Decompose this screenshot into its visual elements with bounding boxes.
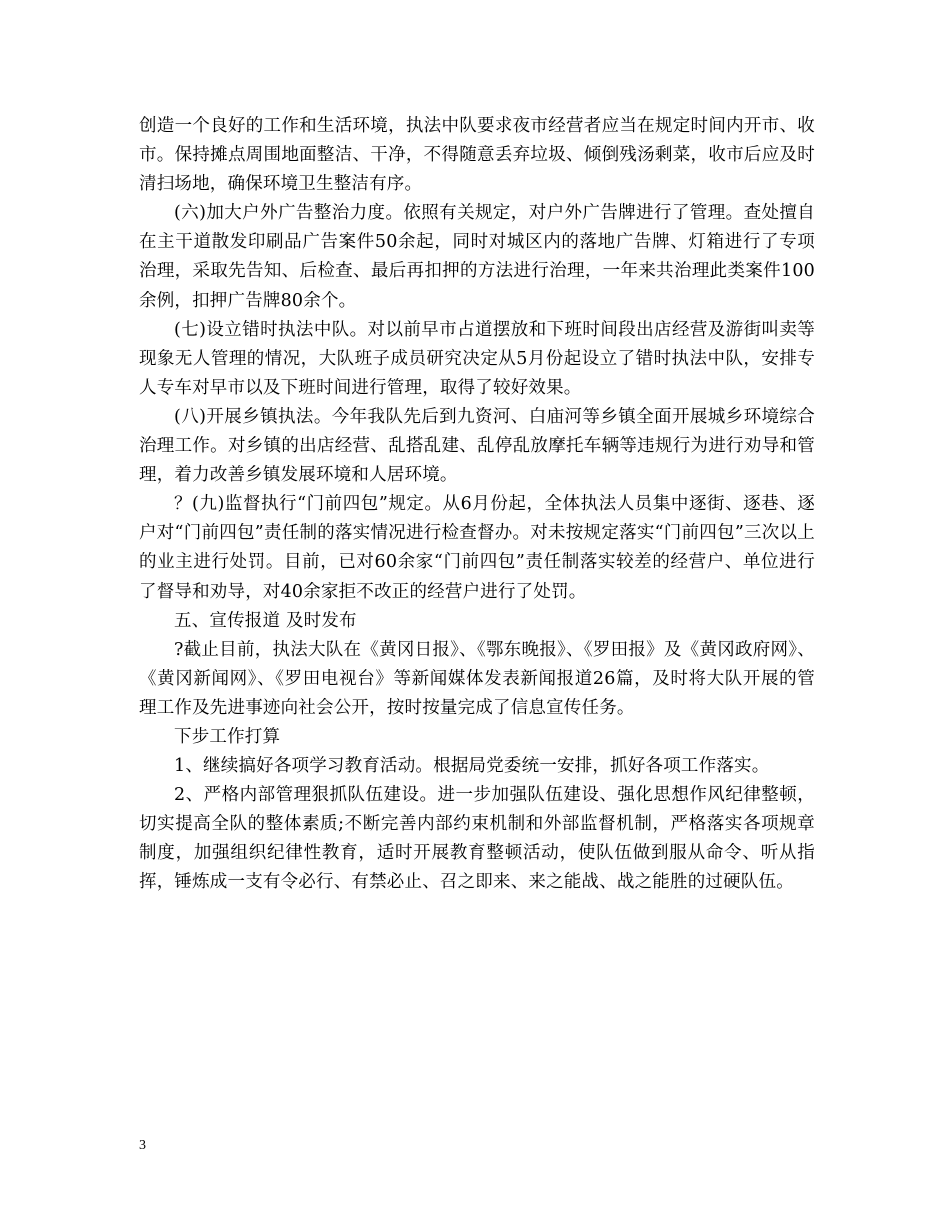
- section-heading-next-steps: 下步工作打算: [174, 726, 281, 747]
- paragraph-next-step-2: 2、严格内部管理狠抓队伍建设。进一步加强队伍建设、强化思想作风纪律整顿，切实提高全队的整体素质;不断完善内部约束机制和外部监督机制，严格落实各项规章制度，加强组织纪律性教育，适时开展教育整顿活动，使队伍做到服从命令、听从指挥，锤炼成一支有令必行、有禁必止、召之即来、来之能战、战之能胜的过硬队伍。: [139, 785, 815, 893]
- page-number: 3: [139, 1138, 146, 1153]
- document-body: [139, 112, 815, 898]
- paragraph-intro-continued: 创造一个良好的工作和生活环境，执法中队要求夜市经营者应当在规定时间内开市、收市。保持摊点周围地面整洁、干净，不得随意丢弃垃圾、倾倒残汤剩菜，收市后应及时清扫场地，确保环境卫生整洁有序。: [139, 116, 815, 195]
- paragraph-outdoor-ads: (六)加大户外广告整治力度。依照有关规定，对户外广告牌进行了管理。查处擅自在主干道散发印刷品广告案件50余起，同时对城区内的落地广告牌、灯箱进行了专项治理，采取先告知、后检查、最后再扣押的方法进行治理，一年来共治理此类案件100余例，扣押广告牌80余个。: [139, 203, 815, 311]
- paragraph-township-enforcement: (八)开展乡镇执法。今年我队先后到九资河、白庙河等乡镇全面开展城乡环境综合治理工作。对乡镇的出店经营、乱搭乱建、乱停乱放摩托车辆等违规行为进行劝导和管理，着力改善乡镇发展环境和人居环境。: [139, 406, 815, 486]
- paragraph-staggered-squad: (七)设立错时执法中队。对以前早市占道摆放和下班时间段出店经营及游街叫卖等现象无人管理的情况，大队班子成员研究决定从5月份起设立了错时执法中队，安排专人专车对早市以及下班时间进行管理，取得了较好效果。: [139, 319, 815, 398]
- section-heading-publicity: 五、宣传报道 及时发布: [174, 610, 357, 631]
- paragraph-four-responsibilities: ？(九)监督执行“门前四包”规定。从6月份起，全体执法人员集中逐街、逐巷、逐户对“门前四包”责任制的落实情况进行检查督办。对未按规定落实“门前四包”三次以上的业主进行处罚。目前，已对60余家“门前四包”责任制落实较差的经营户、单位进行了督导和劝导，对40余家拒不改正的经营户进行了处罚。: [139, 494, 815, 602]
- paragraph-next-step-1: 1、继续搞好各项学习教育活动。根据局党委统一安排，抓好各项工作落实。: [174, 756, 770, 777]
- paragraph-publicity: ?截止目前，执法大队在《黄冈日报》、《鄂东晚报》、《罗田报》及《黄冈政府网》、《黄冈新闻网》、《罗田电视台》等新闻媒体发表新闻报道26篇，及时将大队开展的管理工作及先进事迹向社会公开，按时按量完成了信息宣传任务。: [139, 639, 815, 718]
